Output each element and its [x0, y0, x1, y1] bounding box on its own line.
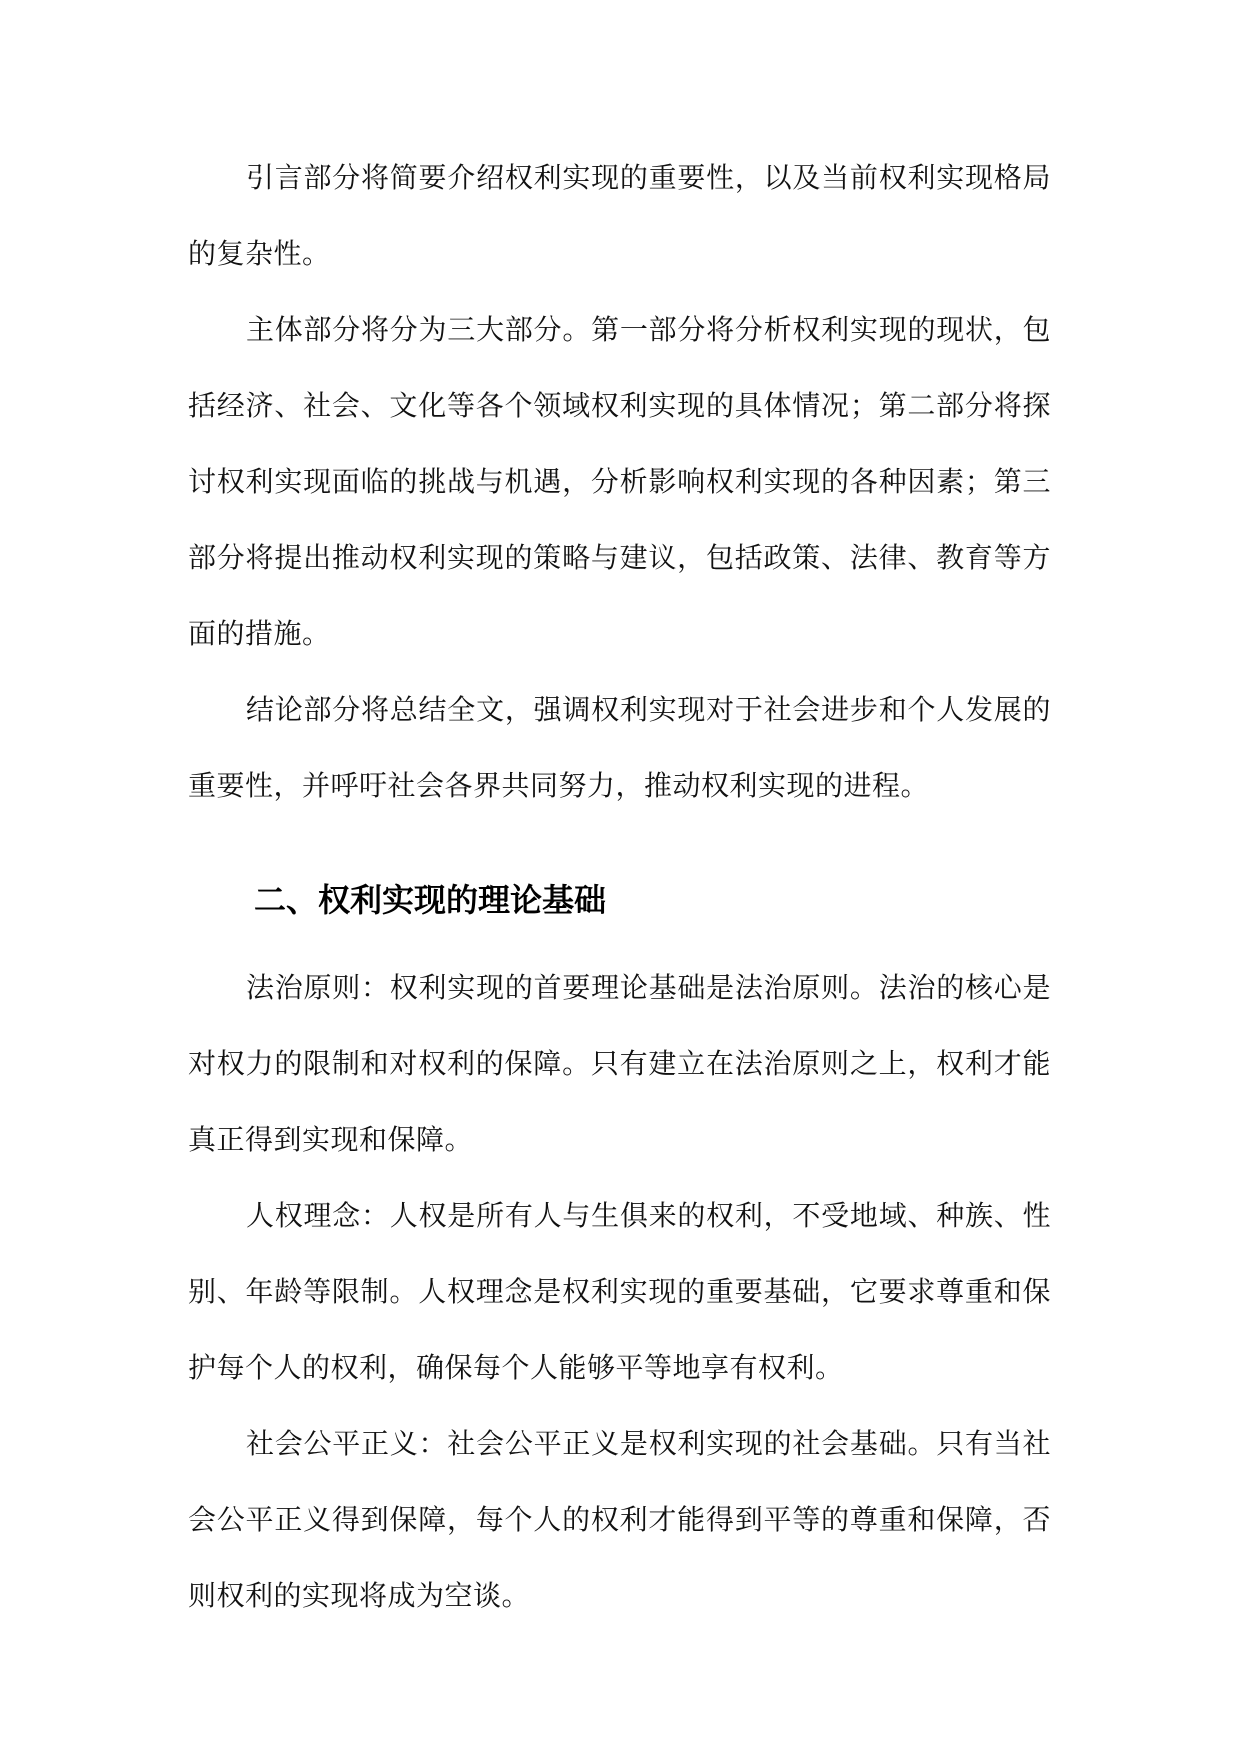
paragraph-rule-of-law: 法治原则：权利实现的首要理论基础是法治原则。法治的核心是对权力的限制和对权利的保障。只有建立在法治原则之上，权利才能真正得到实现和保障。 [188, 971, 1051, 1156]
paragraph-main-body: 主体部分将分为三大部分。第一部分将分析权利实现的现状，包括经济、社会、文化等各个领域权利实现的具体情况；第二部分将探讨权利实现面临的挑战与机遇，分析影响权利实现的各种因素；第三部分将提出推动权利实现的策略与建议，包括政策、法律、教育等方面的措施。 [188, 313, 1051, 650]
document-body [188, 140, 1051, 1634]
paragraph-social-justice: 社会公平正义：社会公平正义是权利实现的社会基础。只有当社会公平正义得到保障，每个人的权利才能得到平等的尊重和保障，否则权利的实现将成为空谈。 [188, 1427, 1051, 1612]
paragraph-human-rights: 人权理念：人权是所有人与生俱来的权利，不受地域、种族、性别、年龄等限制。人权理念是权利实现的重要基础，它要求尊重和保护每个人的权利，确保每个人能够平等地享有权利。 [188, 1199, 1051, 1384]
paragraph-intro: 引言部分将简要介绍权利实现的重要性，以及当前权利实现格局的复杂性。 [188, 161, 1051, 270]
section-heading: 二、权利实现的理论基础 [254, 881, 607, 919]
paragraph-conclusion: 结论部分将总结全文，强调权利实现对于社会进步和个人发展的重要性，并呼吁社会各界共同努力，推动权利实现的进程。 [188, 693, 1051, 802]
